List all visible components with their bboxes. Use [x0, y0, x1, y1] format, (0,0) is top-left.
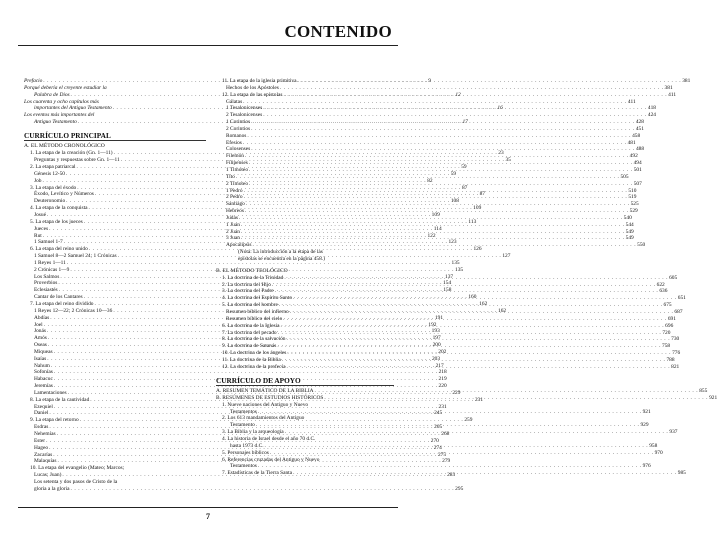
- toc-entry-title: Filipenses: [226, 160, 248, 167]
- dot-leader: [280, 85, 664, 92]
- toc-entry-title: Malaquías: [34, 458, 57, 465]
- toc-entry-title: Hebreos: [226, 208, 244, 215]
- toc-entry-page: 428: [635, 119, 644, 126]
- toc-entry[interactable]: [216, 139, 636, 147]
- toc-entry-page: 109: [473, 205, 482, 212]
- toc-entry-page: 488: [635, 146, 645, 153]
- toc-entry-page: 9: [428, 78, 431, 84]
- toc-entry-title: 4. La etapa de la conquista: [30, 205, 88, 212]
- toc-entry[interactable]: [24, 479, 206, 486]
- toc-entry-page: 381: [682, 78, 691, 84]
- toc-entry-title: Cantar de los Cantares: [34, 294, 83, 301]
- toc-entry[interactable]: [24, 485, 464, 493]
- toc-entry[interactable]: [24, 112, 206, 119]
- toc-entry-page: 193: [431, 328, 440, 335]
- toc-entry-title: Apocalipsis: [226, 242, 252, 249]
- dot-leader: [243, 99, 627, 106]
- toc-entry-title: Esdras: [34, 424, 49, 431]
- toc-entry-title: Judas: [226, 214, 238, 221]
- toc-entry-page: 622: [656, 281, 665, 288]
- toc-entry-page: 265: [434, 424, 443, 431]
- toc-entry-title: 11. La etapa de la iglesia primitiva: [222, 78, 297, 84]
- toc-entry-title: 2 Crónicas 1—9: [34, 266, 70, 273]
- dot-leader: [236, 174, 620, 181]
- toc-entry-title: 5. La doctrina del hombre: [222, 302, 278, 309]
- toc-entry-page: 494: [633, 160, 642, 167]
- dot-leader: [280, 323, 664, 330]
- toc-entry-page: 137: [445, 273, 454, 280]
- toc-entry-title: 9. La doctrina de Satanás: [222, 343, 277, 350]
- toc-entry-title: Proverbios: [34, 280, 58, 287]
- toc-entry-page: 540: [623, 214, 632, 221]
- toc-entry-page: 970: [654, 449, 663, 456]
- toc-entry[interactable]: [24, 259, 460, 267]
- toc-entry-page: 162: [479, 300, 488, 307]
- toc-entry-title: 1. Nueve naciones del Antiguo y Nuevo: [222, 401, 309, 408]
- toc-entry-title: 1. La etapa de la creación (Gn. 1—11): [30, 150, 113, 157]
- toc-entry-page: 937: [669, 429, 678, 436]
- toc-entry-title: 2 Pedro: [226, 194, 243, 201]
- subsection-heading: A. EL MÉTODO CRONOLÓGICO: [24, 143, 105, 150]
- dot-leader: [245, 208, 629, 215]
- dot-leader: [282, 357, 666, 364]
- toc-entry-title: 6. Referencias cruzadas del Antiguo y Nuevo: [222, 456, 320, 463]
- toc-entry-title: Preguntas y respuestas sobre Gn. 1—11: [34, 157, 120, 164]
- toc-entry-page: 507: [633, 180, 642, 187]
- toc-entry-page: 283: [447, 472, 456, 479]
- toc-entry-title: Habacuc: [34, 376, 53, 383]
- toc-entry-title: 7. Estadísticas de la Tierra Santa: [222, 470, 293, 477]
- subsection-heading: B. EL MÉTODO TEOLÓGICO: [216, 267, 288, 274]
- toc-entry-page: 636: [659, 288, 668, 295]
- toc-entry-page: 59: [461, 164, 467, 171]
- dot-leader: [251, 126, 635, 133]
- toc-entry-page: 519: [628, 194, 637, 201]
- dot-leader: [251, 146, 635, 153]
- toc-entry-page: 231: [474, 396, 484, 403]
- toc-entry-title: Colosenses: [226, 146, 251, 153]
- page-number: 7: [206, 512, 210, 521]
- toc-entry-page: 114: [433, 225, 442, 232]
- toc-entry-title: gloria a la gloria: [34, 485, 70, 492]
- toc-entry-page: 481: [627, 139, 636, 146]
- dot-leader: [241, 229, 625, 236]
- toc-entry-title: Daniel: [34, 410, 49, 417]
- toc-entry-page: 985: [677, 470, 686, 477]
- toc-entry-title: Josué: [34, 212, 46, 218]
- toc-entry-page: 123: [448, 239, 457, 246]
- toc-entry-page: 270: [430, 437, 439, 444]
- toc-entry-page: 730: [671, 336, 680, 343]
- toc-entry-page: 245: [434, 410, 443, 417]
- toc-entry-title: 1 Juan: [226, 221, 240, 228]
- toc-entry-page: 492: [629, 153, 638, 160]
- toc-entry-title: Testamento: [230, 422, 255, 429]
- toc-entry-title: Jueces: [34, 225, 49, 232]
- toc-entry-title: 11. La doctrina de la Biblia: [222, 356, 281, 363]
- toc-entry-page: 696: [665, 322, 674, 329]
- dot-leader: [290, 309, 674, 316]
- toc-entry-page: 229: [452, 389, 461, 396]
- toc-entry-page: 122: [427, 232, 436, 239]
- toc-entry-title: Ezequiel: [34, 403, 53, 410]
- toc-entry-page: 35: [505, 157, 511, 164]
- toc-entry-page: 17: [462, 119, 468, 126]
- dot-leader: [263, 105, 647, 112]
- toc-entry-title: Nehemías: [34, 431, 56, 437]
- toc-entry-page: 855: [699, 388, 708, 395]
- toc-entry-page: 605: [669, 274, 678, 281]
- toc-entry-page: 259: [464, 417, 473, 424]
- toc-entry-page: 217: [435, 362, 444, 369]
- toc-entry-page: 202: [438, 348, 447, 355]
- toc-entry-page: 501: [633, 166, 642, 173]
- toc-entry-title: 1. La doctrina de la Trinidad: [222, 274, 284, 281]
- toc-entry-title: Jeremías: [34, 383, 53, 390]
- toc-entry-title: 1 Timoteo: [226, 166, 249, 173]
- toc-entry-title: 2 Tesalonicenses: [226, 112, 263, 119]
- dot-leader: [245, 153, 629, 160]
- toc-entry-title: 3. La Biblia y la arqueología: [222, 429, 284, 436]
- toc-entry-title: 2. La etapa patriarcal: [30, 164, 76, 171]
- dot-leader: [293, 470, 677, 477]
- toc-entry-title: Efesios: [226, 139, 242, 146]
- toc-entry-title: Gálatas: [226, 98, 243, 105]
- toc-entry-title: 1 Reyes 1—11: [34, 259, 66, 266]
- toc-entry-page: 87: [479, 191, 485, 198]
- toc-entry-title: Zacarías: [34, 451, 53, 458]
- toc-entry-page: 192: [428, 321, 437, 328]
- dot-leader: [270, 450, 654, 457]
- toc-entry-title: 1 Samuel 8—2 Samuel 24; 1 Crónicas: [34, 253, 117, 260]
- toc-entry-page: 191: [434, 314, 444, 321]
- toc-entry-title: 3. La etapa del éxodo: [30, 184, 77, 191]
- dot-leader: [265, 443, 649, 450]
- toc-entry-page: 162: [498, 307, 507, 314]
- toc-entry-title: Los cuarenta y ocho capítulos más: [24, 98, 99, 105]
- toc-entry-page: 113: [468, 218, 477, 225]
- toc-entry-page: 279: [442, 458, 451, 465]
- dot-leader: [284, 275, 668, 282]
- toc-entry-page: 550: [637, 242, 646, 249]
- toc-entry-title: Testamentos: [230, 408, 257, 415]
- section-heading: CURRÍCULO PRINCIPAL: [24, 131, 206, 142]
- toc-entry[interactable]: [216, 457, 394, 464]
- toc-entry-title: Palabra de Dios: [34, 91, 70, 98]
- toc-entry-page: 127: [502, 253, 511, 260]
- dot-leader: [243, 140, 627, 147]
- toc-entry-page: 821: [671, 363, 680, 370]
- toc-entry-page: 381: [664, 84, 673, 91]
- dot-leader: [256, 422, 640, 429]
- dot-leader: [258, 409, 642, 416]
- toc-entry-title: 1 Reyes 12—22; 2 Crónicas 10—36: [34, 307, 113, 314]
- dot-leader: [241, 222, 625, 229]
- toc-entry-title: 5. Personajes bíblicos: [222, 449, 269, 456]
- toc-entry-title: Porqué debería el creyente estudiar la: [24, 84, 107, 91]
- toc-entry[interactable]: [216, 84, 673, 92]
- toc-entry-title: 7. La etapa del reino dividido: [30, 300, 94, 307]
- toc-entry-page: 651: [677, 295, 686, 302]
- toc-entry-page: 958: [649, 442, 658, 449]
- toc-entry-title: Oseas: [34, 342, 47, 349]
- dot-leader: [249, 181, 633, 188]
- toc-entry-page: 295: [455, 485, 464, 492]
- toc-entry-title: Los eventos más importantes del: [24, 112, 95, 119]
- toc-entry[interactable]: [216, 146, 645, 153]
- dot-leader: [279, 302, 663, 309]
- toc-entry-page: 200: [432, 342, 441, 349]
- toc-note: epístolas se encuentra en la página 458.): [238, 255, 325, 262]
- toc-entry-page: 929: [640, 422, 649, 429]
- dot-leader: [278, 330, 662, 337]
- dot-leader: [241, 232, 625, 242]
- toc-entry-page: 59: [450, 170, 457, 177]
- toc-entry-title: 4. La doctrina del Espíritu Santo: [222, 295, 293, 302]
- section-heading: CURRÍCULO DE APOYO: [216, 376, 394, 387]
- toc-entry-page: 220: [438, 383, 447, 390]
- toc-entry-page: 758: [662, 343, 671, 350]
- toc-entry[interactable]: [216, 402, 394, 409]
- toc-entry-page: 544: [625, 221, 634, 228]
- toc-entry-page: 411: [668, 91, 677, 98]
- page-title: CONTENIDO: [284, 22, 392, 41]
- toc-entry-page: 268: [441, 431, 450, 437]
- toc-entry-page: 458: [632, 132, 641, 139]
- toc-entry-page: 231: [438, 403, 447, 410]
- toc-entry[interactable]: [216, 132, 641, 140]
- toc-entry-title: 9. La etapa del retorno: [30, 417, 79, 424]
- toc-entry-title: Joel: [34, 321, 43, 328]
- toc-entry-title: 3 Juan: [226, 235, 240, 242]
- toc-entry-title: Hageo: [34, 444, 49, 451]
- toc-entry-page: 203: [431, 355, 441, 362]
- toc-entry-title: 10. La doctrina de los ángeles: [222, 350, 287, 357]
- toc-entry[interactable]: [24, 369, 447, 376]
- toc-entry[interactable]: [216, 125, 644, 133]
- toc-entry-title: A. RESUMEN TEMÁTICO DE LA BIBLIA: [216, 388, 314, 395]
- toc-entry[interactable]: [216, 463, 651, 470]
- toc-entry-title: Testamentos: [230, 463, 257, 470]
- toc-entry-page: 424: [647, 112, 656, 119]
- toc-entry-title: Los setenta y dos pasos de Cristo de la: [34, 478, 118, 485]
- dot-leader: [315, 388, 699, 395]
- toc-entry-page: 82: [427, 177, 433, 184]
- toc-entry-title: 8. La etapa de la cautividad: [30, 396, 90, 403]
- dot-leader: [70, 486, 454, 493]
- toc-entry-page: 418: [647, 105, 656, 112]
- toc-entry[interactable]: [216, 436, 394, 443]
- toc-entry[interactable]: [216, 415, 394, 422]
- toc-entry-page: 720: [662, 329, 671, 336]
- dot-leader: [239, 215, 623, 222]
- dot-leader: [277, 343, 661, 350]
- toc-entry-title: Lucas; Juan): [34, 472, 62, 479]
- toc-entry-title: 2. La doctrina del Hijo: [222, 281, 271, 288]
- toc-entry-page: 788: [666, 356, 675, 363]
- toc-entry-page: 529: [629, 208, 638, 215]
- toc-entry[interactable]: [24, 99, 206, 106]
- dot-leader: [247, 133, 631, 140]
- toc-entry-title: 2 Timoteo: [226, 180, 249, 187]
- toc-entry-title: 1 Pedro: [226, 187, 243, 194]
- toc-entry-page: 135: [455, 266, 464, 273]
- toc-entry-title: Miqueas: [34, 348, 53, 355]
- toc-entry-title: 7. La doctrina del pecado: [222, 329, 277, 336]
- toc-entry-title: 2. Los 613 mandamientos del Antiguo: [222, 415, 305, 422]
- toc-entry-page: 274: [433, 444, 442, 451]
- toc-entry[interactable]: [216, 78, 691, 85]
- toc-entry-page: 687: [674, 309, 683, 315]
- toc-entry-page: 976: [642, 463, 651, 470]
- toc-entry[interactable]: [24, 383, 447, 390]
- toc-entry-page: 451: [635, 125, 644, 132]
- toc-entry-title: Éxodo, Levítico y Números: [34, 191, 94, 198]
- dot-leader: [258, 463, 642, 470]
- toc-entry-title: 12. La etapa de las epístolas: [222, 91, 283, 98]
- toc-entry-page: 675: [663, 302, 672, 309]
- toc-entry[interactable]: [216, 98, 636, 106]
- toc-entry-title: 6. La doctrina de la Iglesia: [222, 322, 280, 329]
- toc-entry-title: 10. La etapa del evangelio (Mateo; Marcos;: [30, 465, 125, 472]
- toc-entry[interactable]: [24, 85, 206, 92]
- toc-entry-page: 275: [437, 451, 447, 458]
- toc-entry-page: 12: [455, 91, 461, 98]
- dot-leader: [286, 336, 670, 343]
- dot-leader: [251, 119, 635, 126]
- toc-entry-title: hasta 1973 d.C.: [230, 442, 264, 449]
- dot-leader: [283, 92, 667, 99]
- toc-entry-title: Resumen bíblico del infierno: [226, 309, 289, 315]
- dot-leader: [324, 395, 708, 402]
- toc-note: (Nota: La introducción a la etapa de las: [238, 249, 323, 256]
- toc-entry-page: 160: [468, 294, 477, 301]
- toc-entry-page: 549: [625, 235, 634, 242]
- toc-entry-page: 691: [667, 315, 676, 322]
- toc-entry-title: Abdías: [34, 314, 50, 321]
- toc-entry-title: Resumen bíblico del cielo: [226, 315, 283, 322]
- toc-entry-title: importantes del Antiguo Testamento: [34, 105, 112, 112]
- toc-entry-title: Eclesiastés: [34, 287, 58, 294]
- toc-entry-title: Los Salmos: [34, 273, 60, 280]
- dot-leader: [298, 78, 682, 85]
- dot-leader: [272, 282, 656, 289]
- toc-entry-page: 23: [498, 150, 504, 157]
- toc-entry-page: 549: [625, 228, 634, 235]
- dot-leader: [283, 316, 667, 323]
- toc-entry-title: Romanos: [226, 132, 247, 139]
- dot-leader: [244, 194, 628, 201]
- toc-entry-title: Ester: [34, 437, 46, 444]
- toc-entry-page: 219: [438, 376, 447, 383]
- toc-entry-page: 126: [473, 246, 482, 253]
- toc-entry-page: 505: [620, 173, 629, 180]
- toc-entry-page: 135: [451, 259, 460, 266]
- toc-entry-page: 525: [630, 201, 639, 208]
- toc-entry-page: 411: [627, 98, 636, 105]
- toc-entry-title: Amós: [34, 335, 47, 342]
- toc-entry-title: Filemón: [226, 153, 244, 160]
- dot-leader: [263, 112, 647, 119]
- toc-entry-title: 1 Tesalonicenses: [226, 105, 263, 112]
- toc-entry-title: B. RESÚMENES DE ESTUDIOS HISTÓRICOS: [216, 394, 324, 401]
- toc-entry-page: 921: [642, 408, 651, 415]
- toc-entry-title: 2 Corintios: [226, 125, 251, 132]
- toc-entry-title: 8. La doctrina de la salvación: [222, 336, 286, 343]
- toc-entry-page: 510: [628, 187, 637, 194]
- toc-entry-title: 5. La etapa de los jueces: [30, 218, 83, 225]
- dot-leader: [249, 160, 633, 167]
- toc-entry[interactable]: [216, 112, 656, 119]
- toc-entry-page: 87: [461, 184, 468, 191]
- toc-entry-title: Tito: [226, 173, 235, 180]
- toc-entry-title: Prefacio: [24, 78, 43, 84]
- toc-entry-title: Antiguo Testamento: [34, 119, 77, 126]
- toc-entry[interactable]: [216, 91, 677, 99]
- toc-entry-title: Job: [34, 177, 42, 184]
- toc-entry-title: 12. La doctrina de la profecía: [222, 363, 286, 370]
- toc-entry-title: 6. La etapa del reino unido: [30, 246, 88, 253]
- toc-entry-page: 197: [432, 335, 441, 342]
- toc-entry-title: 4. La historia de Israel desde el año 70 d.C.: [222, 436, 316, 442]
- toc-entry-page: 109: [431, 212, 440, 218]
- toc-entry-title: 1 Samuel 1-7: [34, 239, 63, 246]
- dot-leader: [249, 167, 633, 174]
- toc-entry-page: 218: [438, 369, 447, 376]
- toc-entry-page: 776: [672, 350, 681, 357]
- dot-leader: [287, 350, 671, 357]
- toc-entry-page: 154: [443, 280, 452, 287]
- toc-entry-title: Génesis 12-50: [34, 170, 65, 177]
- toc-entry-title: 1 Corintios: [226, 119, 251, 126]
- toc-entry-title: Lamentaciones: [34, 389, 67, 396]
- top-rule: [18, 45, 398, 46]
- toc-entry-title: Hechos de los Apóstoles: [226, 84, 279, 91]
- dot-leader: [275, 288, 659, 295]
- toc-entry-page: 108: [450, 198, 459, 205]
- toc-entry-page: 158: [443, 287, 452, 294]
- toc-entry-title: Jonás: [34, 328, 46, 335]
- bottom-rule: [18, 507, 398, 508]
- toc-entry-title: 2 Juan: [226, 228, 240, 235]
- toc-entry-title: 3. La doctrina del Padre: [222, 288, 274, 295]
- toc-entry-title: Sofonías: [34, 369, 53, 376]
- toc-entry-title: Nahum: [34, 362, 50, 369]
- toc-entry-page: 16: [497, 105, 503, 112]
- dot-leader: [285, 429, 669, 436]
- dot-leader: [293, 295, 677, 302]
- spacer: [216, 263, 394, 266]
- dot-leader: [246, 201, 630, 208]
- toc-entry-title: Santiago: [226, 201, 245, 208]
- dot-leader: [286, 364, 670, 371]
- toc-entry-title: Rut: [34, 232, 42, 239]
- dot-leader: [244, 188, 628, 195]
- toc-entry-title: Deuteronomio: [34, 198, 66, 205]
- toc-entry-page: 921: [709, 394, 717, 401]
- toc-entry-title: Isaías: [34, 355, 47, 362]
